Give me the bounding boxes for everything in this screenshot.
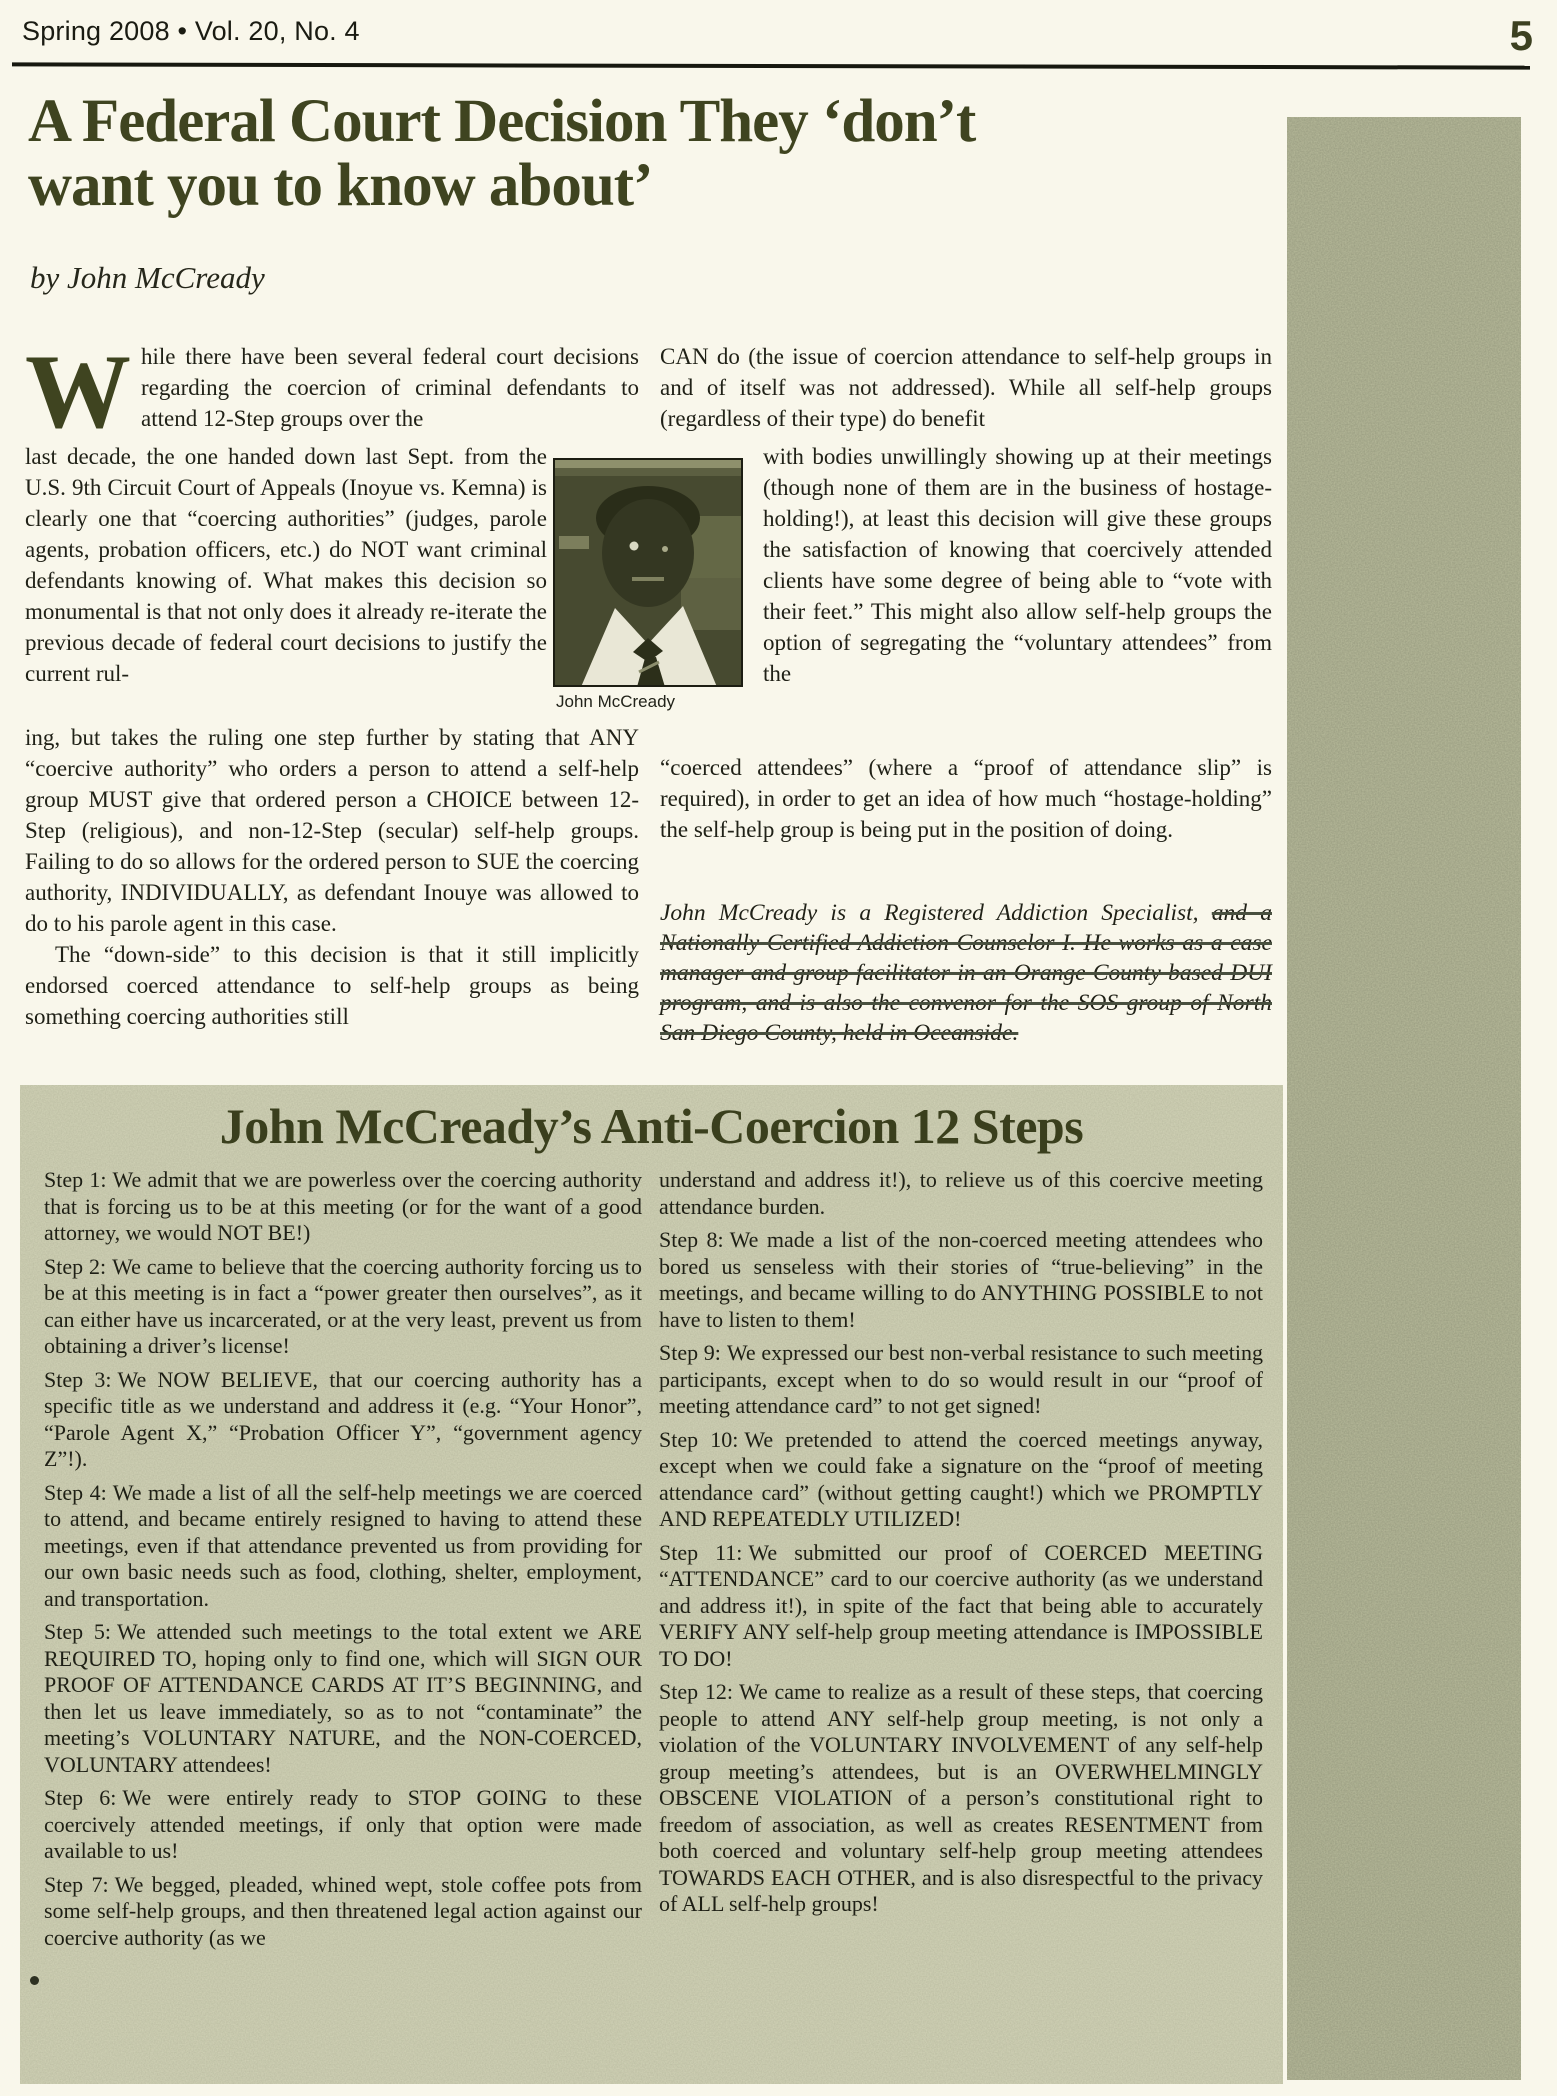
steps-column-left	[44, 1167, 642, 1958]
scan-texture-stripe	[1287, 117, 1521, 2080]
paragraph1-start: hile there have been several federal court decisions regarding the coercion of criminal defendants to attend 12-Step groups over the	[141, 344, 639, 431]
step-3-label: Step 3:	[44, 1366, 112, 1392]
article-title-line2: want you to know about’	[28, 152, 653, 220]
paragraph1-end: ing, but takes the ruling one step further by stating that ANY “coercive authority” who orders a person to attend a self-help group MUST give that ordered person a CHOICE between 12-Step (religious), and non-12-Step (secular) self-help groups. Failing to do so allows for the ordered person to SUE the coercing authority, INDIVIDUALLY, as defendant Inouye was allowed to do to his parole agent in this case.	[25, 725, 639, 936]
steps-box-title: John McCready’s Anti-Coercion 12 Steps	[219, 1098, 1084, 1154]
step-6-label: Step 6:	[44, 1785, 117, 1810]
step-4	[44, 1480, 642, 1613]
step-6-text: We were entirely ready to STOP GOING to these coercively attended meetings, if only that option were made available to us!	[44, 1785, 642, 1863]
step-2-label: Step 2:	[44, 1253, 107, 1279]
step-12-label: Step 12:	[659, 1679, 733, 1704]
author-bio	[660, 898, 1272, 1048]
right-column-top	[660, 341, 1272, 434]
step-5-label: Step 5:	[44, 1619, 111, 1644]
left-column-intro	[25, 333, 639, 450]
step-9	[659, 1340, 1263, 1420]
drop-cap: W	[25, 333, 131, 450]
steps-column-right	[659, 1167, 1263, 1925]
article-title-line1: A Federal Court Decision They ‘don’t	[28, 88, 976, 155]
right-column-lower	[660, 752, 1272, 845]
step-1	[44, 1167, 642, 1247]
step-10-label: Step 10:	[659, 1426, 739, 1452]
column2-start: CAN do (the issue of coercion attendance to self-help groups in and of itself was not addressed). While all self-help groups (regardless of their type) do benefit	[660, 344, 1272, 431]
step-3	[44, 1367, 642, 1473]
step-11-text: We submitted our proof of COERCED MEETING “ATTENDANCE” card to our coercive authority (as we understand and address it!), in spite of the fact that being able to accurately VERIFY ANY self-help group meeting attendance is IMPOSSIBLE TO DO!	[659, 1539, 1263, 1671]
step-7-continuation	[659, 1167, 1263, 1220]
paragraph1-middle: last decade, the one handed down last Sept. from the U.S. 9th Circuit Court of Appeals (Inoyue vs. Kemna) is clearly one that “coercing authorities” (judges, parole agents, probation officers, etc.) do NOT want criminal defendants knowing of. What makes this decision so monumental is that not only does it already re-iterate the previous decade of federal court decisions to justify the current rul-	[25, 444, 547, 686]
page-number: 5	[1509, 12, 1533, 59]
step-10-text: We pretended to attend the coerced meetings anyway, except when we could fake a signature on the “proof of meeting attendance card” (without getting caught!) which we PROMPTLY AND REPEATEDLY UTILIZED!	[659, 1426, 1264, 1531]
column2-middle: with bodies unwillingly showing up at their meetings (though none of them are in the business of hostage-holding!), at least this decision will give these groups the satisfaction of knowing that coercively attended clients have some degree of being able to “vote with their feet.” This might also allow self-help groups the option of segregating the “voluntary attendees” from the	[763, 444, 1272, 686]
step-12-text: We came to realize as a result of these steps, that coercing people to attend ANY self-help group meeting, is not only a violation of the VOLUNTARY INVOLVEMENT of any self-help group meeting’s attendees, but is an OVERWHELMINGLY OBSCENE VIOLATION of a person’s constitutional right to freedom of association, as well as creates RESENTMENT from both coerced and voluntary self-help group meeting attendees TOWARDS EACH OTHER, and is also disrespectful to the privacy of ALL self-help groups!	[659, 1679, 1263, 1916]
article-byline: by John McCready	[30, 260, 265, 295]
bio-struck-text: and a Nationally Certified Addiction Counselor I. He works as a case manager and group facilitator in an Orange County based DUI program, and is also the convenor for the SOS group of North San Diego County, held in Oceanside.	[660, 900, 1272, 1046]
anti-coercion-steps-box	[20, 1085, 1283, 2084]
step-2-text: We came to believe that the coercing authority forcing us to be at this meeting is in fact a “power greater then ourselves”, as it can either have us incarcerated, or at the very least, prevent us from obtaining a driver’s license!	[44, 1253, 642, 1358]
step-7-text: We begged, pleaded, whined wept, stole coffee pots from some self-help groups, and then threatened legal action against our coercive authority (as we	[44, 1871, 642, 1950]
stray-ink-mark	[30, 1976, 39, 1985]
step-9-label: Step 9:	[659, 1340, 721, 1365]
paragraph2: The “down-side” to this decision is that it still implicitly endorsed coerced attendance to self-help groups as being something coercing authorities still	[25, 942, 639, 1029]
step-7-label: Step 7:	[44, 1871, 109, 1897]
issue-line: Spring 2008 • Vol. 20, No. 4	[22, 16, 360, 46]
step-12	[659, 1679, 1263, 1918]
header-rule	[12, 62, 1530, 69]
john-mccready-photo	[553, 458, 743, 687]
left-column-beside-photo	[25, 441, 547, 689]
step-1-text: We admit that we are powerless over the coercing authority that is forcing us to be at this meeting (or for the want of a good attorney, we would NOT BE!)	[44, 1167, 642, 1245]
left-column-lower	[25, 722, 639, 1032]
step-4-label: Step 4:	[44, 1479, 107, 1505]
column2-end: “coerced attendees” (where a “proof of attendance slip” is required), in order to get an idea of how much “hostage-holding” the self-help group is being put in the position of doing.	[660, 755, 1272, 842]
step-8-text: We made a list of the non-coerced meeting attendees who bored us senseless with their stories of “true-believing” in the meetings, and became willing to do ANYTHING POSSIBLE to not have to listen to them!	[659, 1227, 1263, 1332]
steps-box-content	[20, 1085, 1283, 2084]
step-8	[659, 1227, 1263, 1333]
bio-text: John McCready is a Registered Addiction Specialist,	[660, 900, 1199, 926]
step-5	[44, 1619, 642, 1778]
step-6	[44, 1785, 642, 1865]
step-9-text: We expressed our best non-verbal resistance to such meeting participants, except when to do so would result in our “proof of meeting attendance card” to not get signed!	[659, 1340, 1264, 1418]
step-10	[659, 1427, 1263, 1533]
step-7-continuation-text: understand and address it!), to relieve us of this coercive meeting attendance burden.	[659, 1167, 1263, 1219]
step-2	[44, 1254, 642, 1360]
photo-caption: John McCready	[556, 692, 676, 711]
right-column-beside-photo	[763, 441, 1272, 689]
step-8-label: Step 8:	[659, 1227, 724, 1252]
step-7	[44, 1872, 642, 1952]
article-title	[28, 90, 1273, 218]
step-1-label: Step 1:	[44, 1167, 107, 1192]
step-11-label: Step 11:	[659, 1539, 743, 1565]
step-4-text: We made a list of all the self-help meetings we are coerced to attend, and became entirely resigned to having to attend these meetings, even if that attendance prevented us from providing for our own basic needs such as food, clothing, shelter, employment, and transportation.	[44, 1479, 642, 1611]
step-3-text: We NOW BELIEVE, that our coercing authority has a specific title as we understand and address it (e.g. “Your Honor”, “Parole Agent X,” “Probation Officer Y”, “government agency Z”!).	[44, 1366, 642, 1471]
step-11	[659, 1540, 1263, 1673]
step-5-text: We attended such meetings to the total extent we ARE REQUIRED TO, hoping only to find one, which will SIGN OUR PROOF OF ATTENDANCE CARDS AT IT’S BEGINNING, and then let us leave immediately, so as to not “contaminate” the meeting’s VOLUNTARY NATURE, and the NON-COERCED, VOLUNTARY attendees!	[44, 1619, 642, 1777]
